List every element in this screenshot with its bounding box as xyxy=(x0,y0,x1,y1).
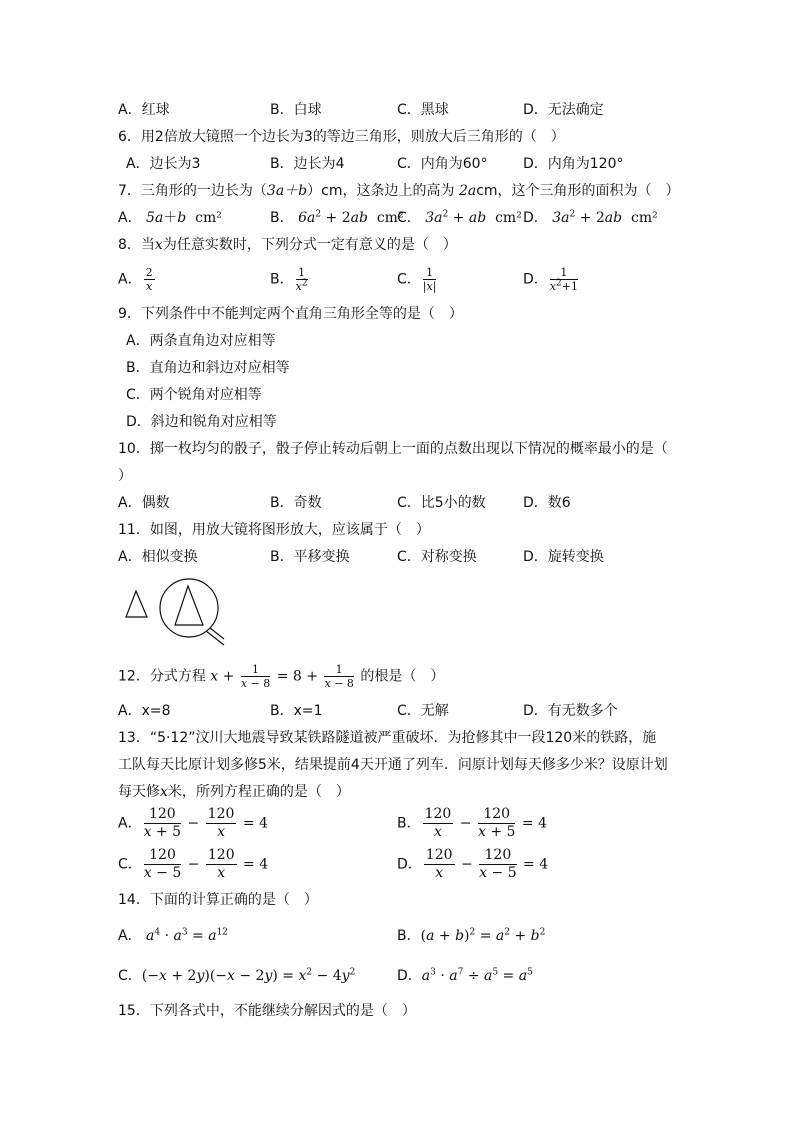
q9-option-b: B．直角边和斜边对应相等 xyxy=(126,360,290,376)
q8-option-c: C． $\frac{1}{|x|}$ xyxy=(397,266,437,293)
q13-label-d: D． xyxy=(397,856,422,873)
q7-option-d: D． $3a^2 + 2ab$ cm² xyxy=(523,209,658,226)
q6-option-a: A．边长为3 xyxy=(126,156,201,172)
q7-option-b: B． $6a^2 + 2ab$ cm² xyxy=(270,209,404,226)
q12-question-prefix: 12．分式方程 xyxy=(118,668,206,685)
q8-option-d: D． $\frac{1}{x^2+1}$ xyxy=(523,266,578,293)
q13-question-line1: 13．“5·12”汶川大地震导致某铁路隧道被严重破坏．为抢修其中一段120米的铁路，施 xyxy=(118,730,657,746)
q7-option-c: C． $3a^2$ + ab cm² xyxy=(397,209,522,226)
q9-question: 9．下列条件中不能判定两个直角三角形全等的是（ ） xyxy=(118,306,463,322)
q13-label-a: A． xyxy=(118,815,142,832)
q7-label-a: A． xyxy=(118,210,142,226)
q12-question-suffix: 的根是（ ） xyxy=(360,668,445,685)
q5-option-c: C．黑球 xyxy=(397,102,449,118)
q14-label-a: A． xyxy=(118,928,142,944)
q10-option-b: B．奇数 xyxy=(270,495,322,511)
q7-question-mid: ）cm，这条边上的高为 xyxy=(307,183,455,199)
q8-option-b: B． $\frac{1}{x^2}$ xyxy=(270,266,308,293)
q7-option-a: A． 5a＋b cm² xyxy=(118,210,222,226)
q7-unit-b: cm² xyxy=(376,210,404,226)
q10-option-a: A．偶数 xyxy=(118,495,170,511)
q10-question-line1: 10．掷一枚均匀的骰子，骰子停止转动后朝上一面的点数出现以下情况的概率最小的是（ xyxy=(118,441,668,457)
magnifier-handle-icon xyxy=(206,631,224,645)
q10-option-c: C．比5小的数 xyxy=(397,495,486,511)
q7-label-d: D． xyxy=(523,210,548,226)
q11-option-b: B．平移变换 xyxy=(270,549,350,565)
q7-question-suffix: cm，这个三角形的面积为（ ） xyxy=(476,183,680,199)
large-triangle-icon xyxy=(175,586,203,625)
magnifier-figure xyxy=(120,576,230,648)
q13-line3-suffix: 米，所列方程正确的是（ ） xyxy=(167,784,350,800)
q14-option-a: A． $a^4 \cdot a^3 = a^{12}$ xyxy=(118,927,229,944)
q5-option-d: D．无法确定 xyxy=(523,102,604,118)
q13-option-a: A． $\frac{120}{x + 5}$ − $\frac{120}{x}$ = 4 xyxy=(118,806,268,840)
q7-question-prefix: 7．三角形的一边长为（ xyxy=(118,183,267,199)
small-triangle-icon xyxy=(126,591,147,617)
q11-option-a: A．相似变换 xyxy=(118,549,198,565)
q12-option-b: B．x=1 xyxy=(270,703,323,719)
q8-option-a: A． $\frac{2}{x}$ xyxy=(118,266,153,293)
q9-option-d: D．斜边和锐角对应相等 xyxy=(126,414,277,430)
q14-label-d: D． xyxy=(397,968,422,984)
q13-line3-prefix: 每天修 xyxy=(118,784,160,800)
q14-option-c: C．$(-x + 2y)(-x - 2y) = x^2 - 4y^2$ xyxy=(118,967,356,984)
q13-option-b: B． $\frac{120}{x}$ − $\frac{120}{x + 5}$ = 4 xyxy=(397,806,547,840)
q7-question-expr: 3a＋b xyxy=(266,183,308,199)
q5-option-b: B．白球 xyxy=(270,102,322,118)
q6-option-d: D．内角为120° xyxy=(523,156,624,172)
q12-option-a: A．x=8 xyxy=(118,703,171,719)
q8-question-suffix: 为任意实数时，下列分式一定有意义的是（ ） xyxy=(162,237,457,253)
q7-unit-c: cm² xyxy=(495,210,522,226)
q12-option-c: C．无解 xyxy=(397,703,449,719)
q5-option-a: A．红球 xyxy=(118,102,170,118)
q9-option-a: A．两条直角边对应相等 xyxy=(126,333,276,349)
q13-label-c: C． xyxy=(118,856,142,873)
q13-option-c: C． $\frac{120}{x - 5}$ − $\frac{120}{x}$ = 4 xyxy=(118,847,269,881)
q7-question xyxy=(118,182,680,200)
q7-unit-a: cm² xyxy=(195,210,222,226)
q12-question: 12．分式方程 x + $\frac{1}{x - 8}$ = 8 + $\frac{1}{x - 8}$ 的根是（ ） xyxy=(118,663,445,690)
q14-label-b: B． xyxy=(397,928,421,944)
q7-label-c: C． xyxy=(397,210,421,226)
q8-label-c: C． xyxy=(397,271,421,288)
q7-unit-d: cm² xyxy=(631,210,658,226)
q8-label-d: D． xyxy=(523,271,548,288)
q11-option-c: C．对称变换 xyxy=(397,549,477,565)
q6-option-c: C．内角为60° xyxy=(397,156,488,172)
q8-question-prefix: 8．当 xyxy=(118,237,155,253)
q10-option-d: D．数6 xyxy=(523,495,571,511)
q8-label-b: B． xyxy=(270,271,294,288)
q14-label-c: C． xyxy=(118,968,142,984)
q12-option-d: D．有无数多个 xyxy=(523,703,618,719)
q13-question-line2: 工队每天比原计划多修5米，结果提前4天开通了列车．问原计划每天修多少米？设原计划 xyxy=(118,757,668,773)
q6-option-b: B．边长为4 xyxy=(270,156,345,172)
q7-question-var: 2a xyxy=(458,183,477,199)
q11-option-d: D．旋转变换 xyxy=(523,549,604,565)
q7-label-b: B． xyxy=(270,210,294,226)
q8-question xyxy=(118,236,457,254)
q13-question-line3 xyxy=(118,783,350,801)
q14-option-b: B．$(a + b)^2 = a^2 + b^2$ xyxy=(397,927,546,944)
q9-option-c: C．两个锐角对应相等 xyxy=(126,387,262,403)
q6-question: 6．用2倍放大镜照一个边长为3的等边三角形，则放大后三角形的（ ） xyxy=(118,129,565,145)
q14-question: 14．下面的计算正确的是（ ） xyxy=(118,892,318,908)
q13-line3-var: x xyxy=(160,784,168,800)
q8-question-var: x xyxy=(154,237,163,253)
q11-question: 11．如图，用放大镜将图形放大，应该属于（ ） xyxy=(118,522,430,538)
q8-label-a: A． xyxy=(118,271,142,288)
q13-option-d: D． $\frac{120}{x}$ − $\frac{120}{x - 5}$ = 4 xyxy=(397,847,549,881)
q10-question-line2: ） xyxy=(118,468,132,484)
q13-label-b: B． xyxy=(397,815,421,832)
q14-option-d: D．$a^3 \cdot a^7 \div a^5 = a^5$ xyxy=(397,967,533,984)
q15-question: 15．下列各式中，不能继续分解因式的是（ ） xyxy=(118,1003,416,1019)
